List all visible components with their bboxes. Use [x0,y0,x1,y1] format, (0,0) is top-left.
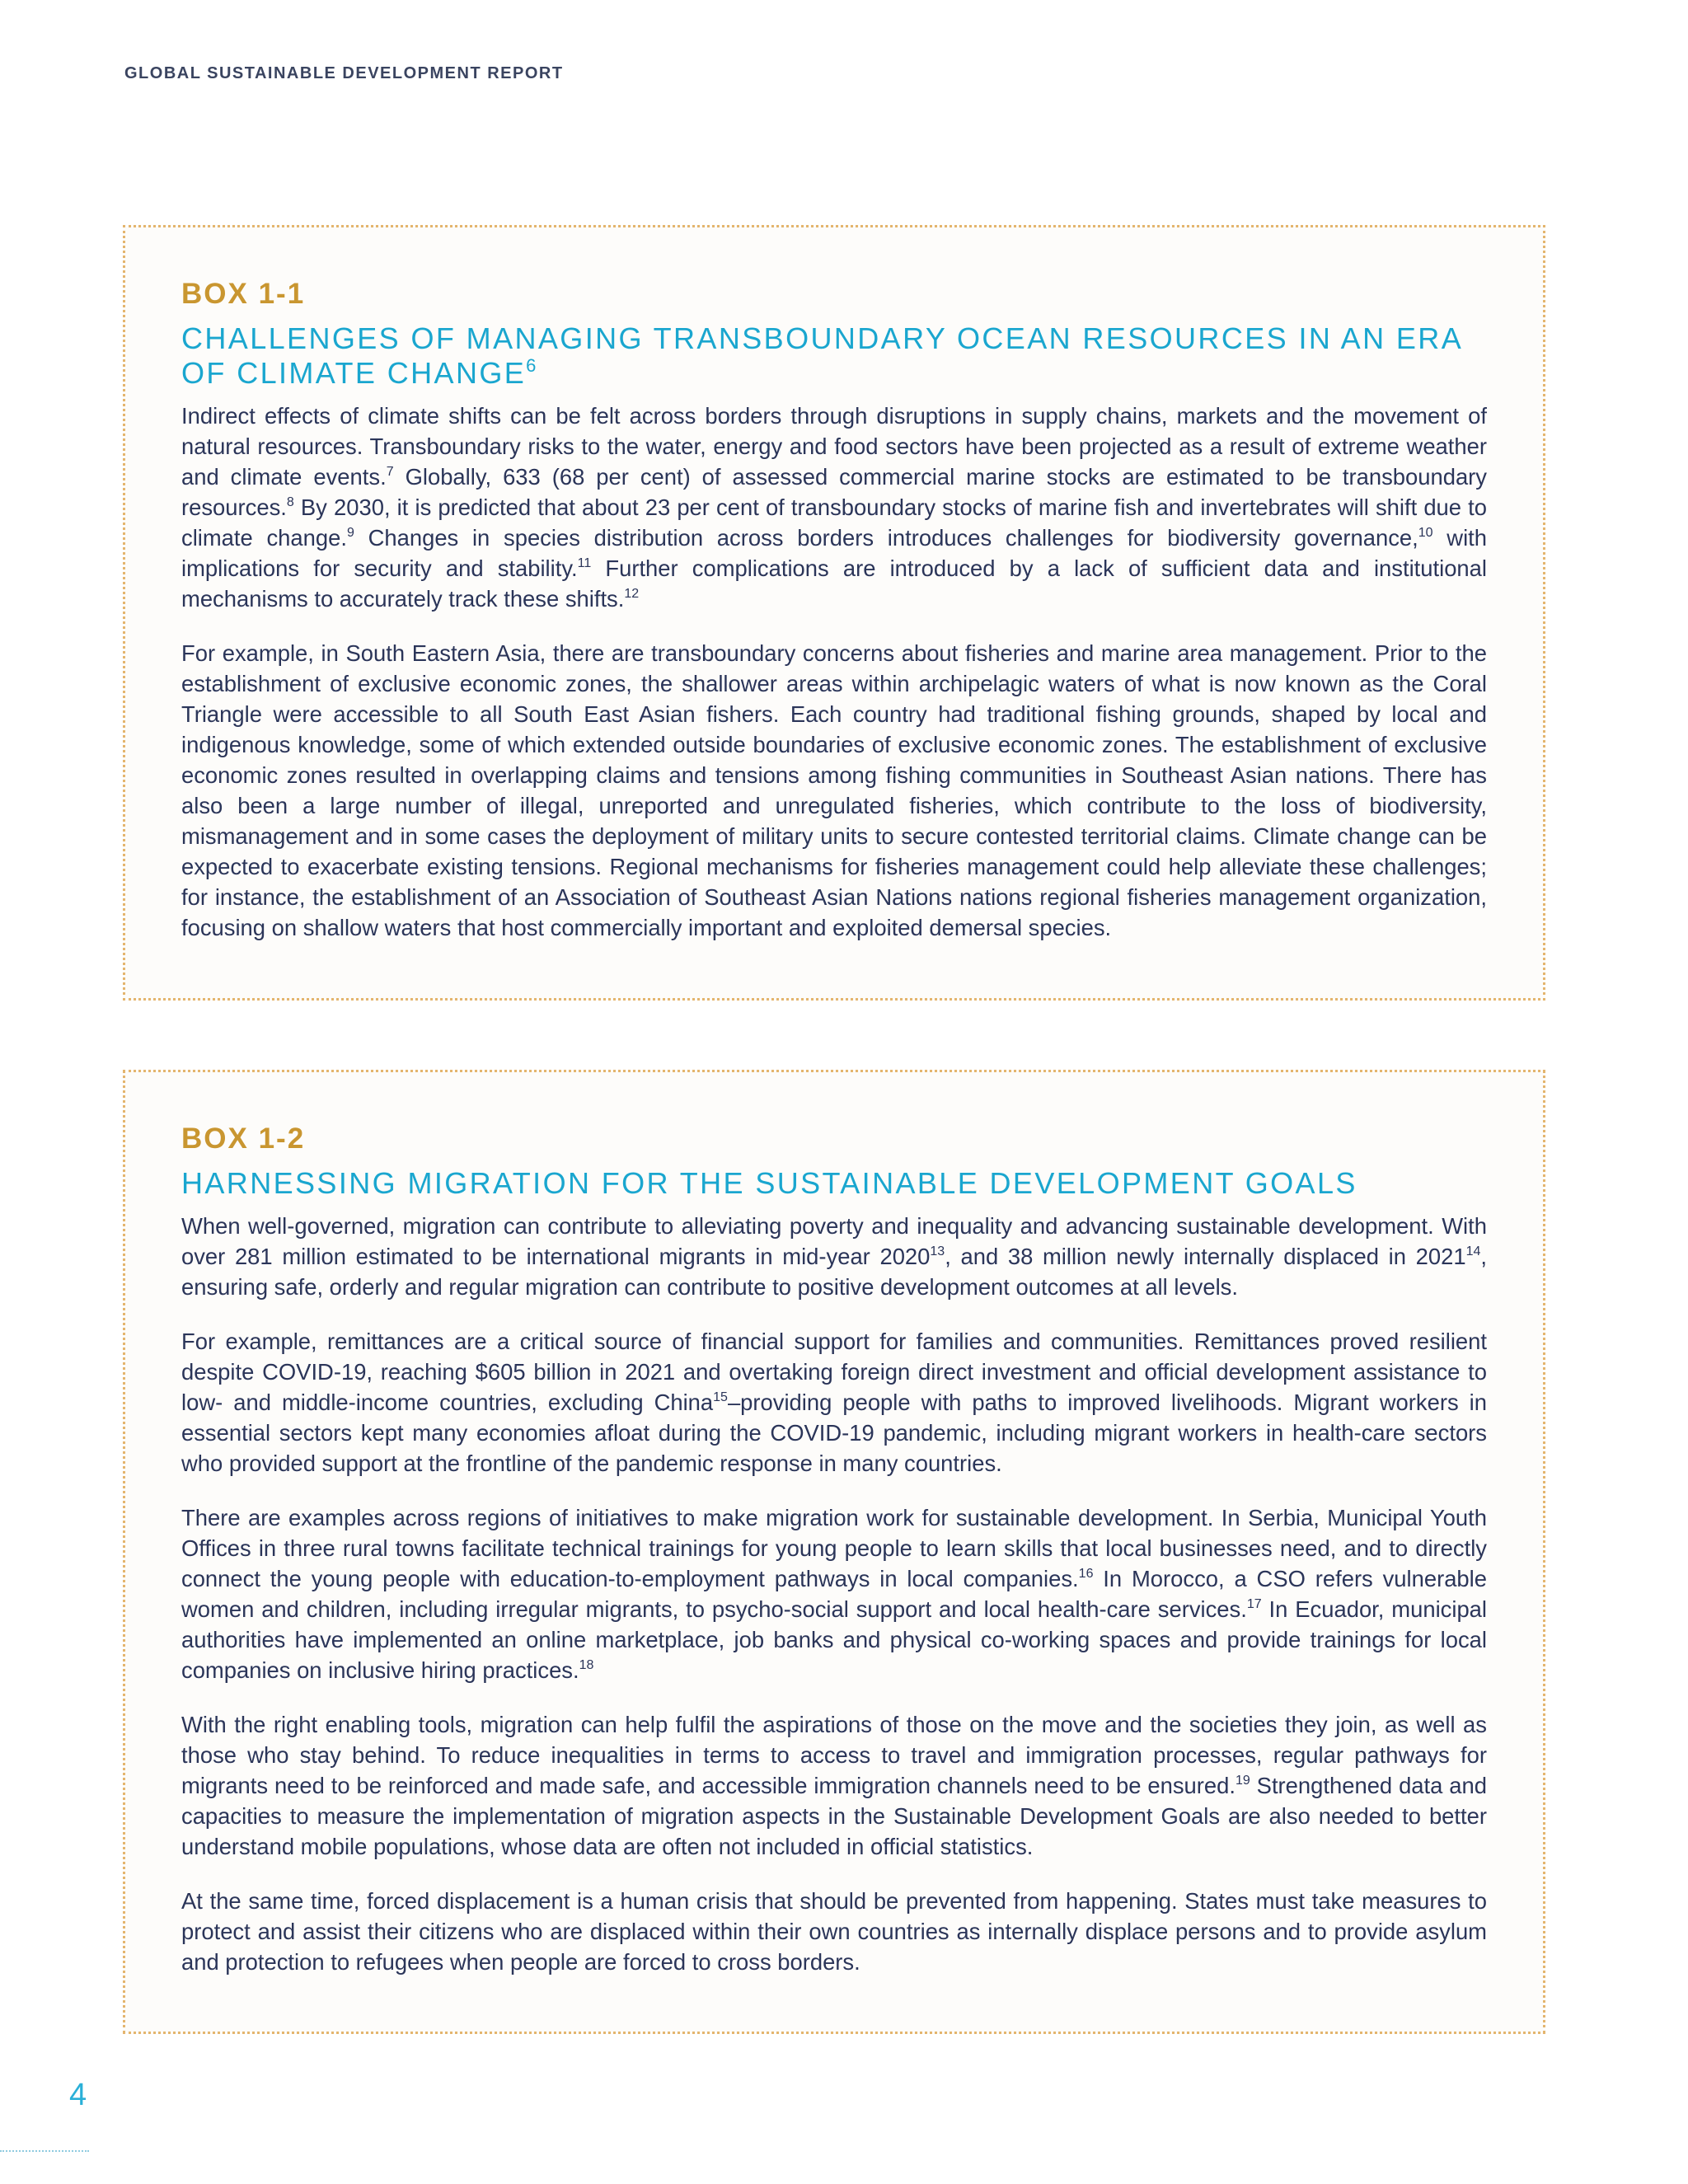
text-run: –providing people with paths to improved livelihoods. Migrant workers in essential sectors kept many economies afloat during the COVID-19 pandemic, including migrant workers in health-care sectors who provided support at the frontline of the pandemic response in many countries. [181,1390,1487,1476]
text-run: There are examples across regions of initiatives to make migration work for sustainable development. In Serbia, Municipal Youth Offices in three rural towns facilitate technical trainings for young people to learn skills that local businesses need, and to directly connect the young people with education-to-employment pathways in local companies. [181,1505,1487,1591]
running-header: GLOBAL SUSTAINABLE DEVELOPMENT REPORT [124,64,564,82]
box-1-2 [123,1070,1545,2034]
footnote-ref: 7 [386,465,394,479]
paragraph [181,1886,1487,1977]
box-1-1-label: BOX 1-1 [181,278,306,310]
footnote-ref: 18 [579,1658,594,1672]
footnote-ref: 19 [1235,1774,1250,1788]
box-1-2-title: HARNESSING MIGRATION FOR THE SUSTAINABLE DEVELOPMENT GOALS [181,1166,1357,1200]
footnote-ref: 9 [346,526,354,540]
footnote-ref: 15 [713,1390,728,1404]
footnote-ref: 13 [930,1244,945,1258]
box-1-1 [123,225,1545,1001]
footnote-ref: 10 [1418,526,1433,540]
paragraph [181,1326,1487,1479]
text-run: Strengthened data and capacities to measure the implementation of migration aspects in the Sustainable Development Goals are also needed to better understand mobile populations, whose data are often not included in official statistics. [181,1773,1487,1859]
paragraph [181,638,1487,943]
box-1-1-body [181,401,1487,943]
text-run: Further complications are introduced by a lack of sufficient data and institutional mechanisms to accurately track these shifts. [181,555,1487,612]
footnote-ref: 17 [1246,1597,1262,1611]
footnote-ref: 14 [1465,1244,1481,1258]
text-run: At the same time, forced displacement is a human crisis that should be prevented from happening. States must take measures to protect and assist their citizens who are displaced within their own countries as internally displace persons and to provide asylum and protection to refugees when people are forced to cross borders. [181,1888,1487,1975]
text-run: By 2030, it is predicted that about 23 per cent of transboundary stocks of marine fish and invertebrates will shift due to climate change. [181,494,1487,551]
paragraph [181,401,1487,614]
box-1-1-title [181,321,1487,391]
paragraph [181,1211,1487,1302]
box-1-2-content [181,1122,1487,2001]
box-1-2-body [181,1211,1487,1977]
text-run: In Ecuador, municipal authorities have implemented an online marketplace, job banks and physical co-working spaces and provide trainings for local companies on inclusive hiring practices. [181,1596,1488,1683]
text-run: When well-governed, migration can contribute to alleviating poverty and inequality and advancing sustainable development. With over 281 million estimated to be international migrants in mid-year 2020 [181,1213,1487,1269]
box-1-1-title-footnote: 6 [526,355,538,376]
text-run: , ensuring safe, orderly and regular migration can contribute to positive development outcomes at all levels. [181,1244,1487,1300]
page-number: 4 [69,2078,87,2112]
text-run: For example, remittances are a critical source of financial support for families and communities. Remittances proved resilient despite COVID-19, reaching $605 billion in 2021 and overtaking foreign direct investment and official development assistance to low- and middle-income countries, excluding China [181,1329,1487,1415]
box-1-2-label: BOX 1-2 [181,1122,306,1155]
box-1-1-content [181,277,1487,967]
text-run: In Morocco, a CSO refers vulnerable women and children, including irregular migrants, to psycho-social support and local health-care services. [181,1566,1487,1622]
text-run: Changes in species distribution across borders introduces challenges for biodiversity governance, [354,525,1418,551]
footnote-ref: 12 [624,587,640,601]
text-run: Globally, 633 (68 per cent) of assessed commercial marine stocks are estimated to be transboundary resources. [181,464,1487,520]
footnote-ref: 16 [1078,1567,1094,1581]
text-run: With the right enabling tools, migration can help fulfil the aspirations of those on the move and the societies they join, as well as those who stay behind. To reduce inequalities in terms to access to travel and immigration processes, regular pathways for migrants need to be reinforced and made safe, and accessible immigration channels need to be ensured. [181,1712,1487,1798]
text-run: with implications for security and stability. [181,525,1487,581]
text-run: , and 38 million newly internally displaced in 2021 [945,1244,1466,1269]
paragraph [181,1502,1487,1685]
footnote-ref: 11 [577,556,592,570]
paragraph [181,1709,1487,1862]
footnote-ref: 8 [286,495,294,509]
box-1-1-title-text: CHALLENGES OF MANAGING TRANSBOUNDARY OCEAN RESOURCES IN AN ERA OF CLIMATE CHANGE [181,321,1462,390]
text-run: Indirect effects of climate shifts can be felt across borders through disruptions in supply chains, markets and the movement of natural resources. Transboundary risks to the water, energy and food sectors have been projected as a result of extreme weather and climate events. [181,403,1487,490]
page-number-rule [0,2150,89,2152]
text-run: For example, in South Eastern Asia, there are transboundary concerns about fisheries and marine area management. Prior to the establishment of exclusive economic zones, the shallower areas within archipelagic waters of what is now known as the Coral Triangle were accessible to all South East Asian fishers. Each country had traditional fishing grounds, shaped by local and indigenous knowledge, some of which extended outside boundaries of exclusive economic zones. The establishment of exclusive economic zones resulted in overlapping claims and tensions among fishing communities in Southeast Asian nations. There has also been a large number of illegal, unreported and unregulated fisheries, which contribute to the loss of biodiversity, mismanagement and in some cases the deployment of military units to secure contested territorial claims. Climate change can be expected to exacerbate existing tensions. Regional mechanisms for fisheries management could help alleviate these challenges; for instance, the establishment of an Association of Southeast Asian Nations nations regional fisheries management organization, focusing on shallow waters that host commercially important and exploited demersal species. [181,640,1487,940]
